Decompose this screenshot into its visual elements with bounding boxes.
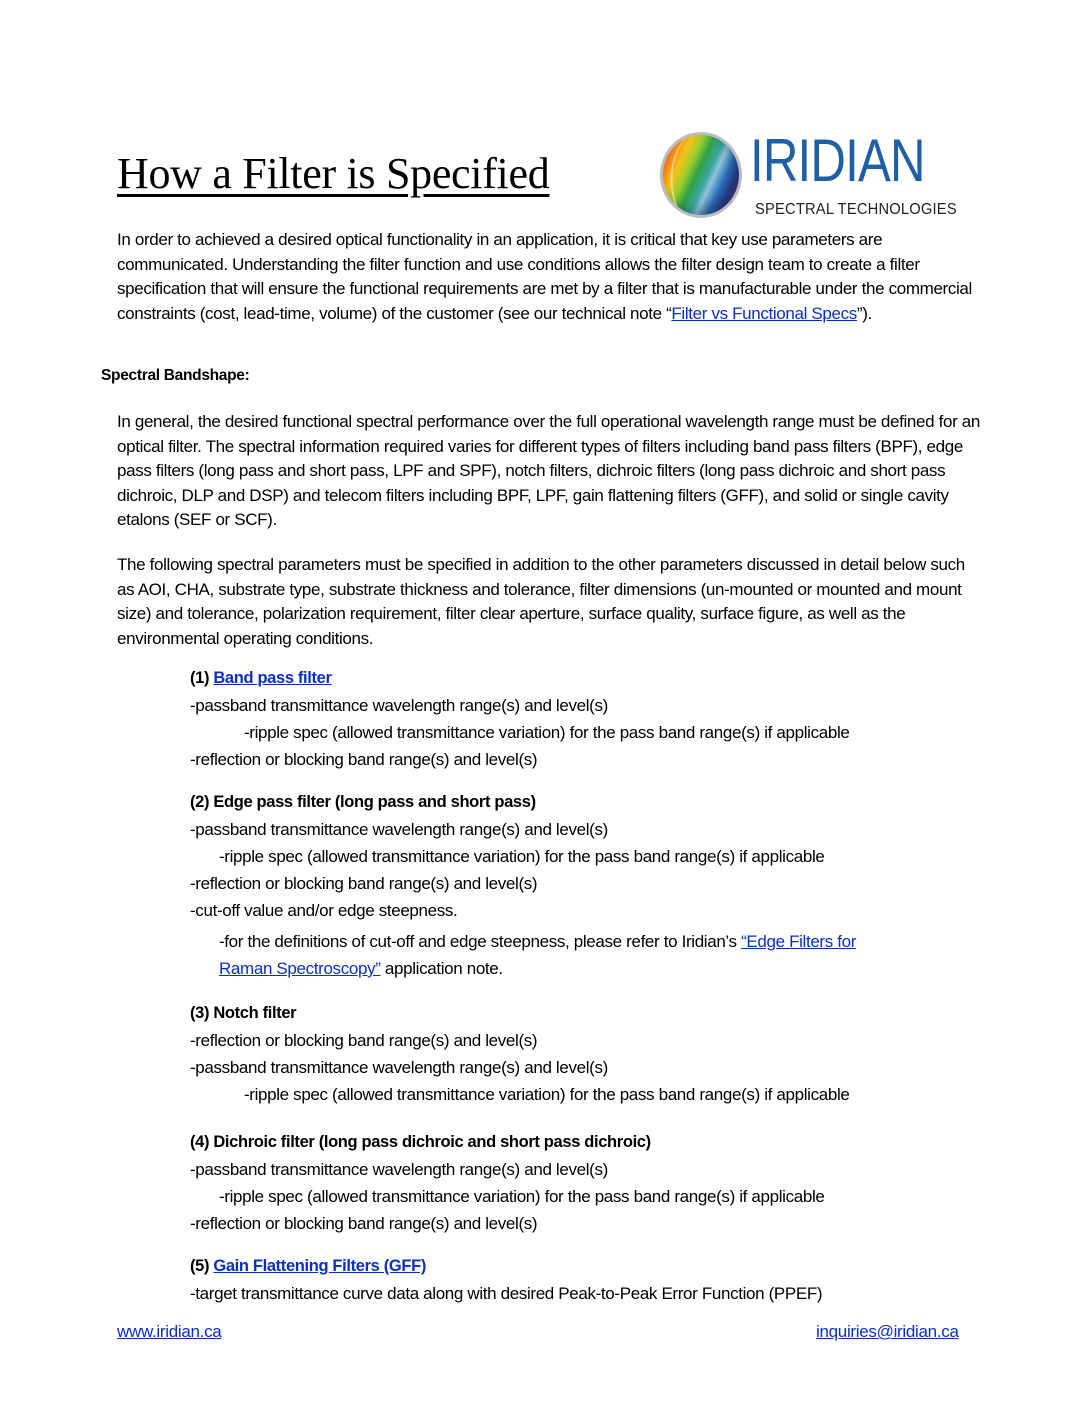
band-pass-filter-link[interactable]: Band pass filter	[213, 669, 332, 687]
filter-line: -passband transmittance wavelength range(s) and level(s)	[190, 820, 608, 839]
iridian-logo	[660, 127, 980, 224]
filter-heading: (1) Band pass filter	[190, 669, 332, 687]
filter-line: -reflection or blocking band range(s) and level(s)	[190, 1031, 538, 1050]
filter-heading: (5) Gain Flattening Filters (GFF)	[190, 1257, 426, 1275]
website-link[interactable]: www.iridian.ca	[117, 1322, 222, 1341]
gain-flattening-filters-link[interactable]: Gain Flattening Filters (GFF)	[213, 1257, 426, 1275]
filter-line: -passband transmittance wavelength range(s) and level(s)	[190, 1160, 608, 1179]
filter-section-dichroic	[190, 1129, 824, 1237]
filter-line: -passband transmittance wavelength range(s) and level(s)	[190, 696, 608, 715]
filter-line: -ripple spec (allowed transmittance variation) for the pass band range(s) if applicable	[244, 1085, 850, 1104]
intro-after: ”).	[856, 303, 872, 323]
filter-line: -target transmittance curve data along with desired Peak-to-Peak Error Function (PPEF)	[190, 1284, 823, 1303]
intro-paragraph	[117, 228, 982, 326]
section-heading: Spectral Bandshape:	[101, 367, 250, 384]
filter-section-edge-pass	[190, 789, 856, 982]
filter-line: -cut-off value and/or edge steepness.	[190, 901, 458, 920]
bandshape-paragraph: In general, the desired functional spectral performance over the full operational wavelength range must be defined for an optical filter. The spectral information required varies for different types of filters including band pass filters (BPF), edge pass filters (long pass and short pass, LPF and SPF), notch filters, dichroic filters (long pass dichroic and short pass dichroic, DLP and DSP) and telecom filters including BPF, LPF, gain flattening filters (GFF), and solid or single cavity etalons (SEF or SCF).	[117, 412, 980, 529]
edge-filter-note: -for the definitions of cut-off and edge steepness, please refer to Iridian’s “Edge Filters for Raman Spectroscopy” application note.	[219, 932, 857, 978]
filter-heading: (3) Notch filter	[190, 1004, 297, 1022]
filter-line: -ripple spec (allowed transmittance variation) for the pass band range(s) if applicable	[244, 723, 850, 742]
filter-section-notch	[190, 1000, 849, 1108]
filter-line: -ripple spec (allowed transmittance variation) for the pass band range(s) if applicable	[219, 1187, 825, 1206]
filter-line: -ripple spec (allowed transmittance variation) for the pass band range(s) if applicable	[219, 847, 825, 866]
email-link[interactable]: inquiries@iridian.ca	[816, 1322, 959, 1341]
filter-vs-functional-specs-link[interactable]: Filter vs Functional Specs	[671, 303, 857, 323]
filter-line: -reflection or blocking band range(s) and level(s)	[190, 750, 538, 769]
filter-line: -reflection or blocking band range(s) and level(s)	[190, 1214, 538, 1233]
intro-text: In order to achieved a desired optical functionality in an application, it is critical that key use parameters are communicated. Understanding the filter function and use conditions allows the filter design team to create a filter specification that will ensure the functional requirements are met by a filter that is manufacturable under the commercial constraints (cost, lead-time, volume) of the customer (see our technical note “	[117, 230, 972, 323]
filter-line: -passband transmittance wavelength range(s) and level(s)	[190, 1058, 608, 1077]
page-title: How a Filter is Specified	[117, 149, 550, 198]
filter-line: -reflection or blocking band range(s) and level(s)	[190, 874, 538, 893]
rainbow-orb-icon	[660, 132, 742, 218]
filter-heading: (2) Edge pass filter (long pass and short pass)	[190, 793, 536, 811]
logo-tagline: SPECTRAL TECHNOLOGIES	[755, 201, 957, 218]
parameters-paragraph: The following spectral parameters must be specified in addition to the other parameters discussed in detail below such as AOI, CHA, substrate type, substrate thickness and tolerance, filter dimensions (un-mounted or mounted and mount size) and tolerance, polarization requirement, filter clear aperture, surface quality, surface figure, as well as the environmental operating conditions.	[117, 555, 965, 648]
filter-section-gff	[190, 1253, 822, 1307]
logo-wordmark: IRIDIAN	[750, 127, 925, 194]
filter-section-band-pass	[190, 665, 849, 773]
edge-filters-raman-link[interactable]: “Edge Filters for	[741, 932, 857, 951]
filter-heading: (4) Dichroic filter (long pass dichroic and short pass dichroic)	[190, 1133, 651, 1151]
edge-filters-raman-link-cont[interactable]: Raman Spectroscopy”	[219, 959, 381, 978]
